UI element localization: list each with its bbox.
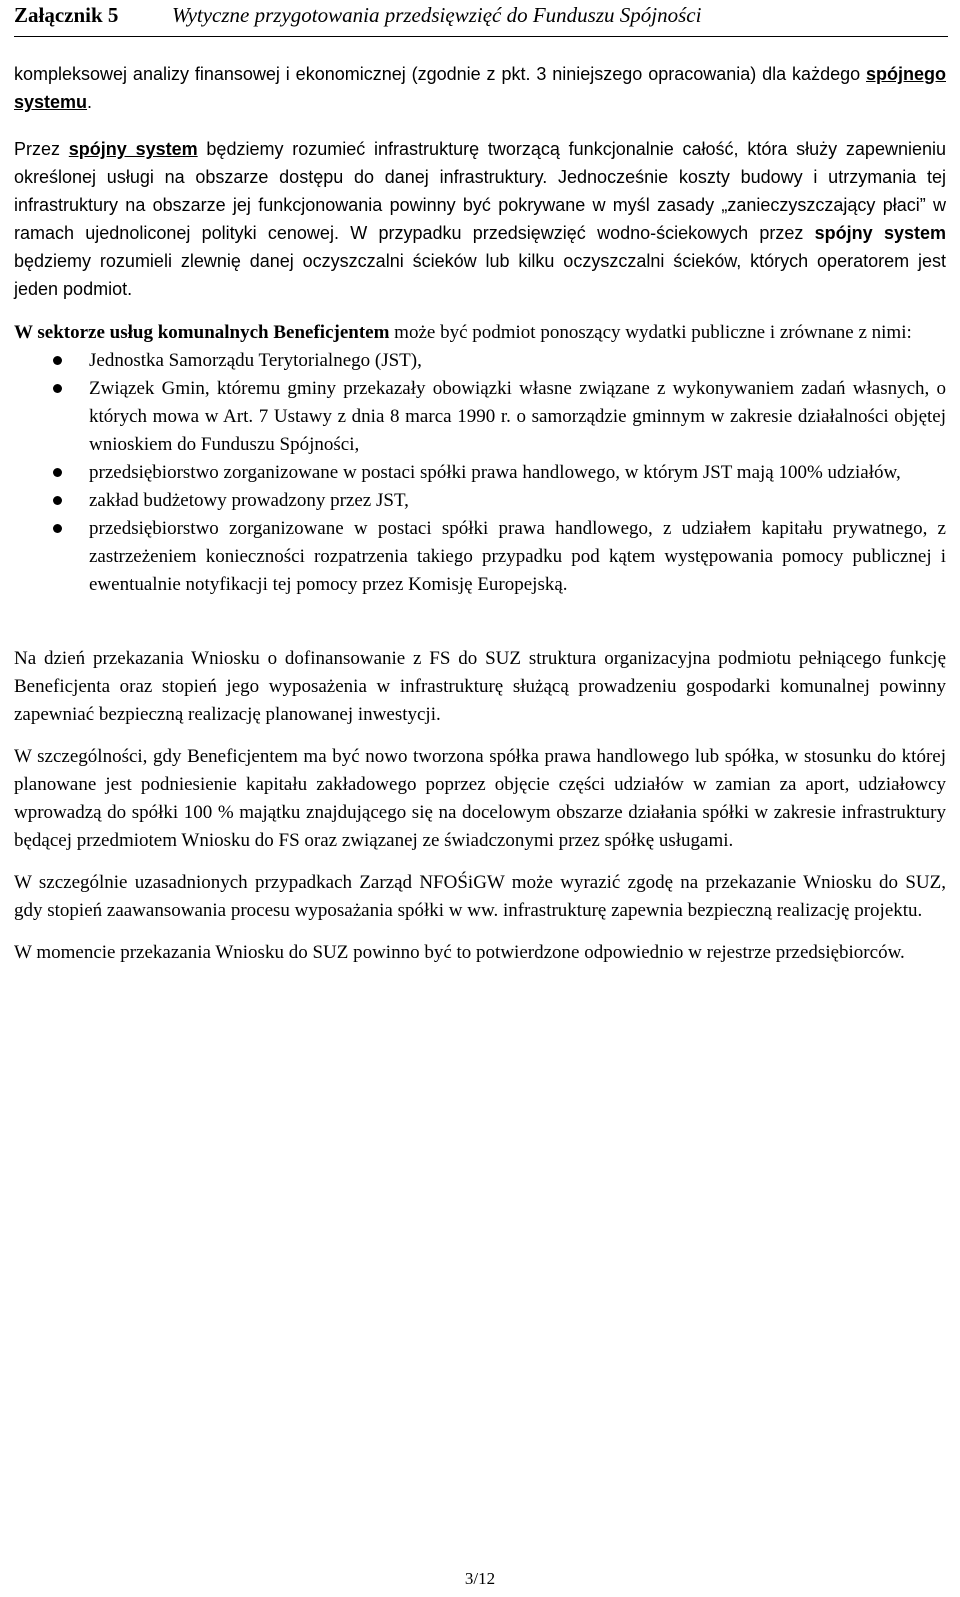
- paragraph-analysis: [14, 60, 946, 116]
- list-item: [14, 375, 946, 459]
- paragraph-beneficiary: [14, 319, 946, 347]
- list-item-text: Jednostka Samorządu Terytorialnego (JST),: [89, 350, 422, 371]
- paragraph-exception: W szczególnie uzasadnionych przypadkach Zarząd NFOŚiGW może wyrazić zgodę na przekazanie Wniosku do SUZ, gdy stopień zaawansowania procesu wyposażania spółki w ww. infrastrukturę zapewnia bezpieczną realizację projektu.: [14, 872, 946, 921]
- paragraph-text: Przez: [14, 139, 69, 159]
- page-number: 3/12: [464, 1569, 496, 1588]
- bullet-icon: [53, 496, 62, 505]
- list-item: [14, 459, 946, 487]
- beneficiary-heading: W sektorze usług komunalnych Beneficjentem: [14, 322, 390, 343]
- term-coherent-system-bold: spójny system: [814, 223, 946, 243]
- annex-label: Załącznik 5: [14, 3, 119, 27]
- paragraph-text: może być podmiot ponoszący wydatki publiczne i zrównane z nimi:: [389, 322, 912, 343]
- list-item: [14, 347, 946, 375]
- paragraph-registry: W momencie przekazania Wniosku do SUZ powinno być to potwierdzone odpowiednio w rejestrze przedsiębiorców.: [14, 942, 905, 963]
- bullet-icon: [53, 468, 62, 477]
- list-item-text: Związek Gmin, któremu gminy przekazały obowiązki własne związane z wykonywaniem zadań własnych, o których mowa w Art. 7 Ustawy z dnia 8 marca 1990 r. o samorządzie gminnym w zakresie działalności objętej wnioskiem do Funduszu Spójności,: [89, 378, 946, 455]
- document-body: [14, 60, 946, 967]
- bullet-icon: [53, 356, 62, 365]
- list-item-text: zakład budżetowy prowadzony przez JST,: [89, 490, 409, 511]
- beneficiary-list: [14, 347, 946, 599]
- term-coherent-system: spójny system: [68, 139, 198, 159]
- paragraph-new-company: W szczególności, gdy Beneficjentem ma być nowo tworzona spółka prawa handlowego lub spółka, w stosunku do której planowane jest podniesienie kapitału zakładowego poprzez objęcie części udziałów w zamian za aport, udziałowcy wprowadzą do spółki 100 % majątku znajdującego się na docelowym obszarze działania spółki w zakresie infrastruktury będącej przedmiotem Wniosku do FS oraz związanej ze świadczonymi przez spółkę usługami.: [14, 746, 946, 851]
- paragraph-organization: Na dzień przekazania Wniosku o dofinansowanie z FS do SUZ struktura organizacyjna podmiotu pełniącego funkcję Beneficjenta oraz stopień jego wyposażenia w infrastrukturę służącą prowadzeniu gospodarki komunalnej powinny zapewniać bezpieczną realizację planowanej inwestycji.: [14, 648, 946, 725]
- page-footer: [0, 1568, 960, 1590]
- paragraph-definition: [14, 135, 946, 303]
- list-item: [14, 487, 946, 515]
- list-item: [14, 515, 946, 599]
- paragraph-text: .: [87, 92, 93, 112]
- paragraph-text: będziemy rozumieli zlewnię danej oczyszczalni ścieków lub kilku oczyszczalni ścieków, których operatorem jest jeden podmiot.: [14, 251, 946, 299]
- bullet-icon: [53, 524, 62, 533]
- list-item-text: przedsiębiorstwo zorganizowane w postaci spółki prawa handlowego, z udziałem kapitału prywatnego, z zastrzeżeniem konieczności rozpatrzenia takiego przypadku pod kątem występowania pomocy publicznej i ewentualnie notyfikacji tej pomocy przez Komisję Europejską.: [89, 518, 946, 595]
- paragraph-text: będziemy rozumieć infrastrukturę tworzącą funkcjonalnie całość, która służy zapewnieniu określonej usługi na obszarze dostępu do danej infrastruktury. Jednocześnie koszty budowy i utrzymania tej infrastruktury na obszarze jej funkcjonowania powinny być pokrywane w myśl zasady „zanieczyszczający płaci” w ramach ujednoliconej polityki cenowej. W przypadku przedsięwzięć wodno-ściekowych przez: [14, 139, 946, 243]
- document-title: Wytyczne przygotowania przedsięwzięć do Funduszu Spójności: [172, 3, 702, 27]
- list-item-text: przedsiębiorstwo zorganizowane w postaci spółki prawa handlowego, w którym JST mają 100% udziałów,: [89, 462, 901, 483]
- term-coherent-system: spójnego systemu: [14, 64, 946, 112]
- page-header: [14, 0, 948, 37]
- paragraph-text: kompleksowej analizy finansowej i ekonomicznej (zgodnie z pkt. 3 niniejszego opracowania) dla każdego: [14, 64, 866, 84]
- bullet-icon: [53, 384, 62, 393]
